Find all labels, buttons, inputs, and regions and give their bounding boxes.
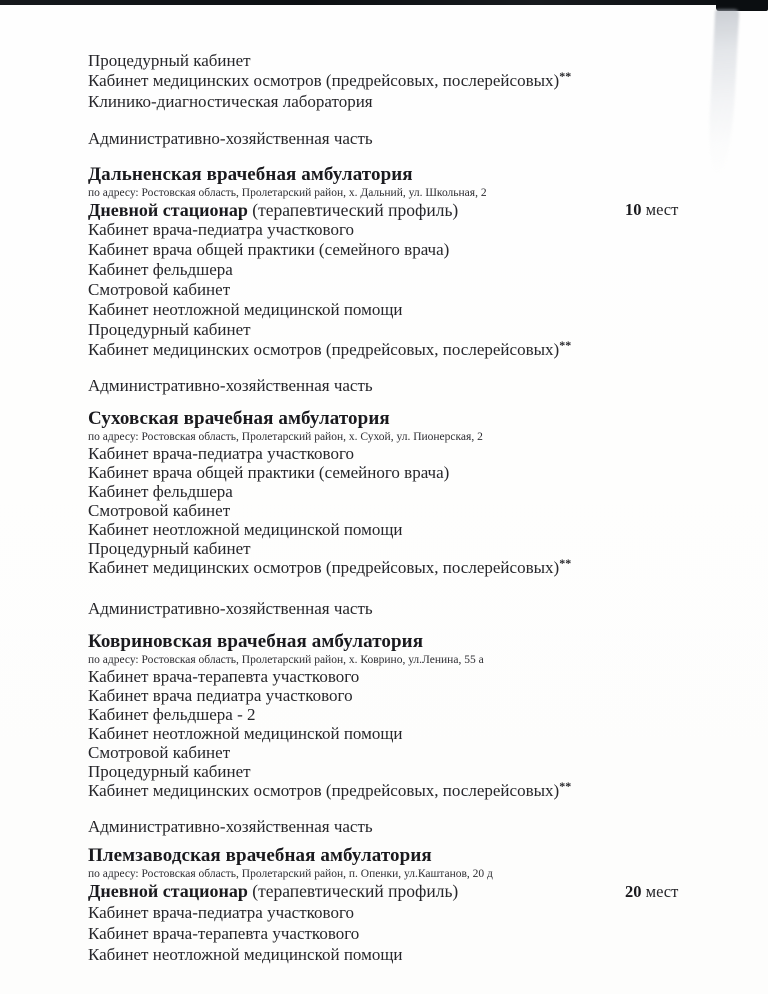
room-line — [88, 482, 743, 501]
ward-profile: (терапевтический профиль) — [247, 881, 459, 901]
admin-part-line — [88, 817, 743, 837]
room-line — [88, 944, 743, 965]
room-line — [88, 743, 743, 762]
admin-part-text: Административно-хозяйственная часть — [88, 599, 373, 618]
section-sukhovskaya — [88, 408, 743, 619]
section-title: Племзаводская врачебная амбулатория — [88, 845, 432, 866]
room-line — [88, 762, 743, 781]
section-address: по адресу: Ростовская область, Пролетарский район, п. Опенки, ул.Каштанов, 20 д — [88, 868, 493, 880]
ward-name: Дневной стационар — [88, 200, 248, 220]
room-text: Кабинет неотложной медицинской помощи — [88, 300, 403, 319]
room-text: Кабинет врача-педиатра участкового — [88, 220, 355, 239]
room-line — [88, 51, 743, 71]
admin-part-text: Административно-хозяйственная часть — [88, 129, 373, 148]
section-address: по адресу: Ростовская область, Пролетарский район, х. Коврино, ул.Ленина, 55 а — [88, 654, 484, 666]
room-line — [88, 724, 743, 743]
footnote-asterisks: ** — [559, 556, 572, 570]
room-line — [88, 300, 743, 320]
room-text: Кабинет врача-педиатра участкового — [88, 903, 355, 922]
section-title: Суховская врачебная амбулатория — [88, 408, 390, 429]
room-text: Процедурный кабинет — [88, 762, 251, 781]
room-line — [88, 667, 743, 686]
room-line — [88, 260, 743, 280]
room-text: Кабинет неотложной медицинской помощи — [88, 724, 403, 743]
section-title: Дальненская врачебная амбулатория — [88, 164, 413, 185]
room-text: Кабинет неотложной медицинской помощи — [88, 945, 403, 964]
room-text: Кабинет медицинских осмотров (предрейсовых, послерейсовых) — [88, 71, 560, 90]
footnote-asterisks: ** — [559, 69, 572, 83]
room-line — [88, 240, 743, 260]
ward-name: Дневной стационар — [88, 881, 248, 901]
section-plemzavodskaya — [88, 845, 743, 965]
room-line — [88, 923, 743, 944]
section-address: по адресу: Ростовская область, Пролетарский район, х. Дальний, ул. Школьная, 2 — [88, 187, 487, 199]
section-address: по адресу: Ростовская область, Пролетарский район, х. Сухой, ул. Пионерская, 2 — [88, 431, 483, 443]
room-line — [88, 280, 743, 300]
room-text: Кабинет врача общей практики (семейного врача) — [88, 463, 450, 482]
room-line — [88, 320, 743, 340]
room-text: Процедурный кабинет — [88, 51, 251, 70]
ward-profile: (терапевтический профиль) — [247, 200, 459, 220]
room-text: Кабинет медицинских осмотров (предрейсовых, послерейсовых) — [88, 558, 560, 577]
room-text: Кабинет фельдшера — [88, 260, 233, 279]
admin-part-line — [88, 129, 743, 149]
beds-number: 20 — [625, 882, 642, 901]
room-line — [88, 71, 743, 92]
room-text: Клинико-диагностическая лаборатория — [88, 92, 373, 111]
beds-number: 10 — [625, 200, 642, 219]
room-line — [88, 463, 743, 482]
room-text: Кабинет медицинских осмотров (предрейсовых, послерейсовых) — [88, 781, 560, 800]
section-continuation — [88, 51, 743, 149]
room-text: Процедурный кабинет — [88, 320, 251, 339]
room-line — [88, 92, 743, 112]
admin-part-line — [88, 599, 743, 619]
ward-line — [88, 200, 743, 220]
room-text: Кабинет фельдшера — [88, 482, 233, 501]
admin-part-text: Административно-хозяйственная часть — [88, 376, 373, 395]
room-line — [88, 781, 743, 802]
room-line — [88, 220, 743, 240]
room-line — [88, 558, 743, 579]
beds-count — [625, 881, 678, 902]
room-line — [88, 501, 743, 520]
room-text: Смотровой кабинет — [88, 280, 231, 299]
room-text: Кабинет врача общей практики (семейного врача) — [88, 240, 450, 259]
room-line — [88, 539, 743, 558]
admin-part-text: Административно-хозяйственная часть — [88, 817, 373, 836]
room-line — [88, 686, 743, 705]
room-line — [88, 705, 743, 724]
room-text: Кабинет врача педиатра участкового — [88, 686, 353, 705]
section-title: Ковриновская врачебная амбулатория — [88, 631, 424, 652]
scan-edge-artifact — [0, 0, 768, 5]
room-line — [88, 340, 743, 361]
beds-unit: мест — [641, 882, 679, 901]
room-line — [88, 520, 743, 539]
section-dalnenskaya — [88, 164, 743, 396]
ward-line — [88, 881, 743, 902]
room-text: Кабинет фельдшера - 2 — [88, 705, 256, 724]
room-text: Смотровой кабинет — [88, 501, 231, 520]
beds-count — [625, 200, 678, 220]
room-text: Кабинет врача-терапевта участкового — [88, 924, 360, 943]
room-text: Кабинет неотложной медицинской помощи — [88, 520, 403, 539]
section-kovrinovskaya — [88, 631, 743, 837]
room-line — [88, 902, 743, 923]
footnote-asterisks: ** — [559, 338, 572, 352]
beds-unit: мест — [641, 200, 679, 219]
room-text: Кабинет медицинских осмотров (предрейсовых, послерейсовых) — [88, 340, 560, 359]
admin-part-line — [88, 376, 743, 396]
room-text: Кабинет врача-педиатра участкового — [88, 444, 355, 463]
room-text: Кабинет врача-терапевта участкового — [88, 667, 360, 686]
room-text: Процедурный кабинет — [88, 539, 251, 558]
room-text: Смотровой кабинет — [88, 743, 231, 762]
footnote-asterisks: ** — [559, 779, 572, 793]
room-line — [88, 444, 743, 463]
